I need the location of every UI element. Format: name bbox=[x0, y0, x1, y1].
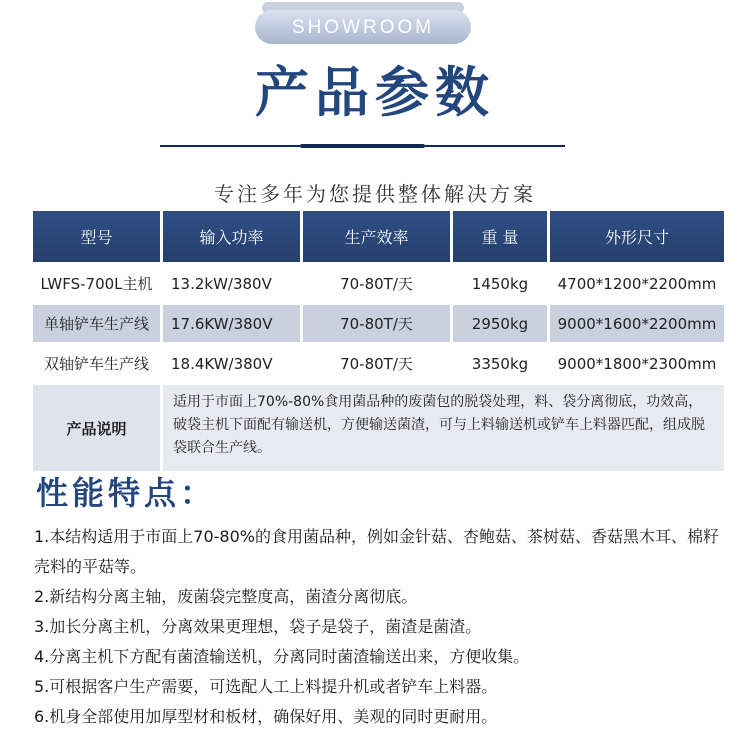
divider-left bbox=[160, 145, 300, 147]
features-title: 性能特点： bbox=[36, 474, 217, 512]
column-header: 重 量 bbox=[453, 211, 547, 262]
feature-item: 6.机身全部使用加厚型材和板材，确保好用、美观的同时更耐用。 bbox=[34, 707, 498, 726]
table-cell: 单轴铲车生产线 bbox=[33, 305, 160, 342]
feature-item: 1.本结构适用于市面上70-80%的食用菌品种，例如金针菇、杏鲍菇、茶树菇、香菇黑木耳、棉籽壳料的平菇等。 bbox=[34, 527, 719, 576]
description-row bbox=[33, 385, 724, 471]
features-list bbox=[34, 522, 724, 732]
page-title: 产品参数 bbox=[255, 61, 495, 124]
showroom-badge: SHOWROOM bbox=[255, 10, 471, 44]
table-cell: 2950kg bbox=[453, 305, 547, 342]
spec-table bbox=[33, 211, 724, 471]
table-cell: 3350kg bbox=[453, 345, 547, 382]
divider-right bbox=[425, 145, 565, 147]
table-row bbox=[33, 305, 724, 342]
subtitle: 专注多年为您提供整体解决方案 bbox=[214, 182, 536, 206]
table-cell: 双轴铲车生产线 bbox=[33, 345, 160, 382]
divider-center bbox=[300, 144, 425, 148]
feature-item: 5.可根据客户生产需要，可选配人工上料提升机或者铲车上料器。 bbox=[34, 677, 498, 696]
table-cell: 70-80T/天 bbox=[303, 305, 450, 342]
table-cell: 1450kg bbox=[453, 265, 547, 302]
table-cell: 18.4KW/380V bbox=[163, 345, 300, 382]
description-text: 适用于市面上70%-80%食用菌品种的废菌包的脱袋处理，料、袋分离彻底，功效高，破袋主机下面配有输送机，方便输送菌渣，可与上料输送机或铲车上料器匹配，组成脱袋联合生产线。 bbox=[163, 385, 724, 471]
table-cell: 70-80T/天 bbox=[303, 345, 450, 382]
column-header: 生产效率 bbox=[303, 211, 450, 262]
table-cell: 13.2kW/380V bbox=[163, 265, 300, 302]
table-cell: 9000*1800*2300mm bbox=[550, 345, 724, 382]
feature-item: 3.加长分离主机，分离效果更理想，袋子是袋子，菌渣是菌渣。 bbox=[34, 617, 482, 636]
table-cell: 70-80T/天 bbox=[303, 265, 450, 302]
column-header: 输入功率 bbox=[163, 211, 300, 262]
table-header-row bbox=[33, 211, 724, 262]
table-cell: 4700*1200*2200mm bbox=[550, 265, 724, 302]
feature-item: 4.分离主机下方配有菌渣输送机，分离同时菌渣输送出来，方便收集。 bbox=[34, 647, 530, 666]
column-header: 外形尺寸 bbox=[550, 211, 724, 262]
table-cell: 17.6KW/380V bbox=[163, 305, 300, 342]
feature-item: 2.新结构分离主轴，废菌袋完整度高，菌渣分离彻底。 bbox=[34, 587, 418, 606]
table-cell: 9000*1600*2200mm bbox=[550, 305, 724, 342]
table-cell: LWFS-700L主机 bbox=[33, 265, 160, 302]
table-row bbox=[33, 265, 724, 302]
table-row bbox=[33, 345, 724, 382]
column-header: 型号 bbox=[33, 211, 160, 262]
description-label: 产品说明 bbox=[33, 385, 160, 471]
